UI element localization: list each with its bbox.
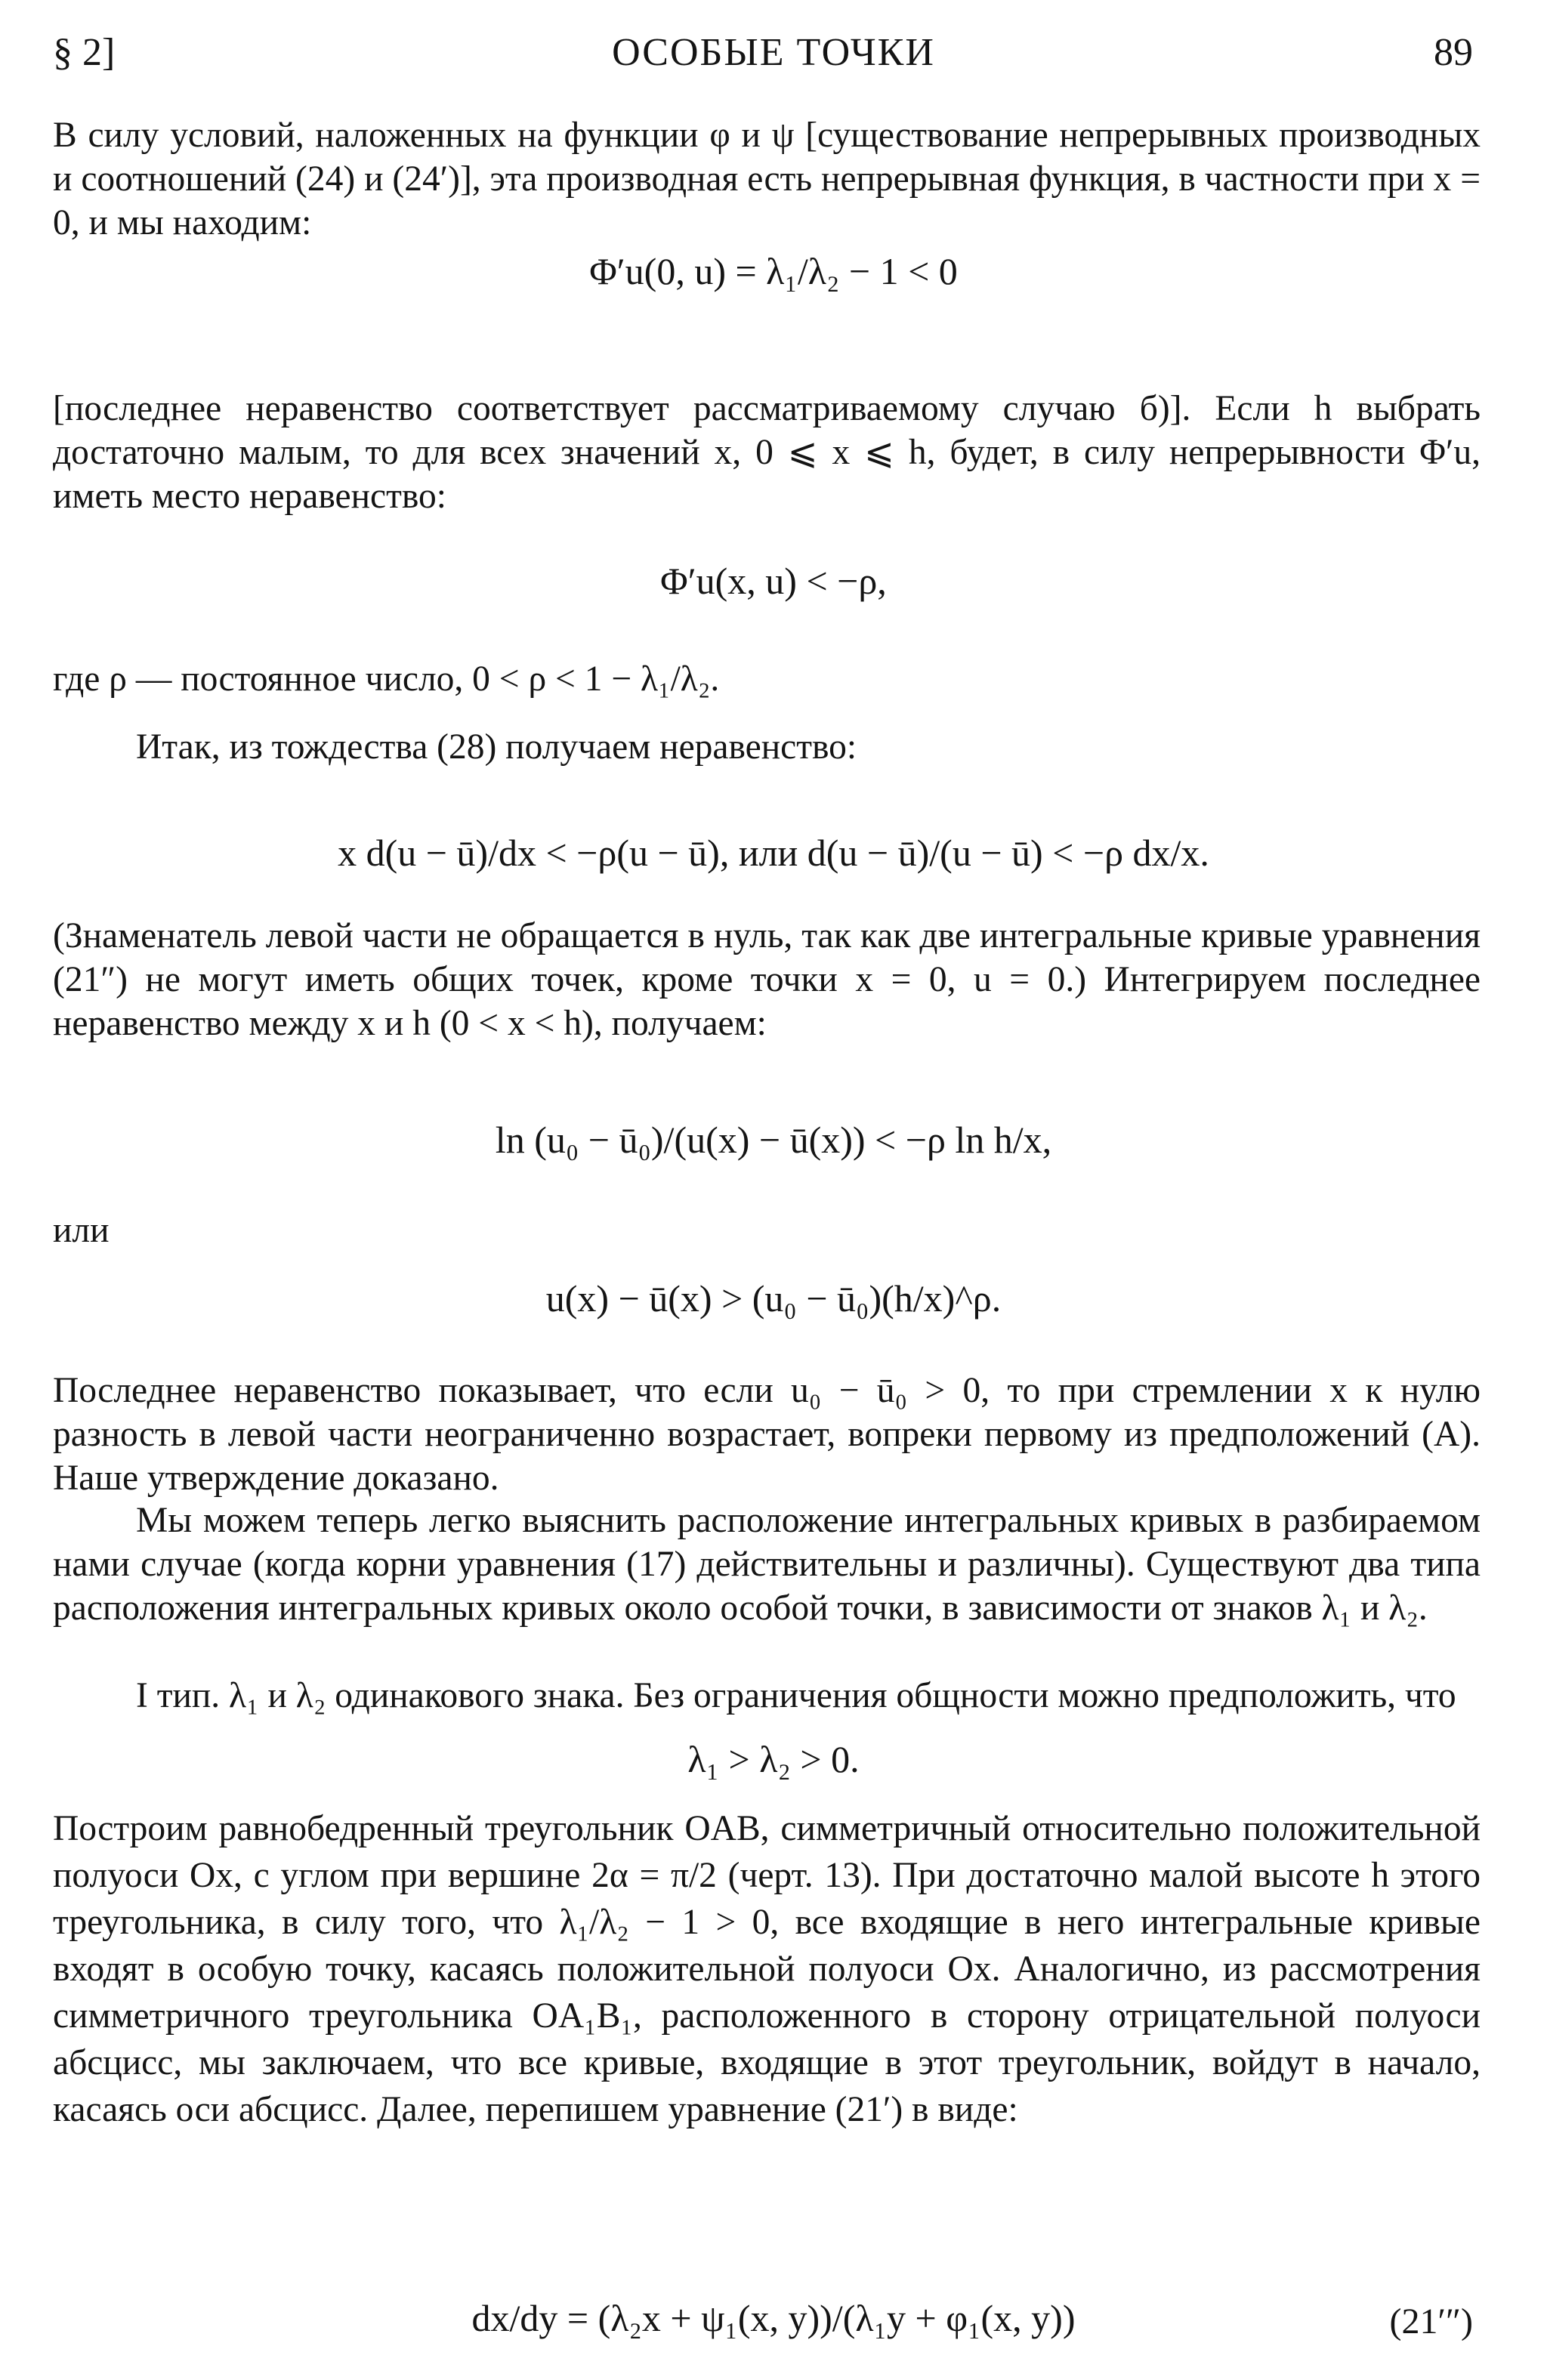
paragraph: (Знаменатель левой части не обращается в нуль, так как две интегральные кривые уравнения (21″) не могут иметь общих точек, кроме точки x = 0, u = 0.) Интегрируем последнее неравенство между x и h (0 < x < h), получаем:: [53, 916, 1481, 1043]
paragraph: I тип. λ₁ и λ₂ одинакового знака. Без ограничения общности можно предположить, что: [136, 1676, 1456, 1715]
paragraph: Итак, из тождества (28) получаем неравенство:: [136, 727, 857, 767]
equation: [0, 1118, 1547, 1162]
paragraph: В силу условий, наложенных на функции φ и ψ [существование непрерывных производных и соотношений (24) и (24′)], эта производная есть непрерывная функция, в частности при x = 0, и мы находим:: [53, 116, 1481, 242]
equation: [0, 1737, 1547, 1781]
running-title: ОСОБЫЕ ТОЧКИ: [612, 31, 935, 74]
equation: [0, 831, 1547, 875]
equation-text: x d(u − ū)/dx < −ρ(u − ū), или d(u − ū)/(u − ū) < −ρ dx/x.: [338, 832, 1209, 874]
equation: [0, 559, 1547, 603]
equation-text: λ₁ > λ₂ > 0.: [687, 1738, 860, 1780]
equation-number: (21′″): [1389, 2301, 1473, 2341]
equation-text: Φ′u(x, u) < −ρ,: [660, 560, 887, 602]
paragraph: Последнее неравенство показывает, что если u₀ − ū₀ > 0, то при стремлении x к нулю разность в левой части неограниченно возрастает, вопреки первому из предположений (А). Наше утверждение доказано.: [53, 1371, 1481, 1498]
equation-text: u(x) − ū(x) > (u₀ − ū₀)(h/x)^ρ.: [545, 1277, 1002, 1320]
section-number: § 2]: [53, 31, 116, 74]
equation: [0, 249, 1547, 293]
paragraph: Построим равнобедренный треугольник OAB, симметричный относительно положительной полуоси Ox, с углом при вершине 2α = π/2 (черт. 13). При достаточно малой высоте h этого треугольника, в силу того, что λ₁/λ₂ − 1 > 0, все входящие в него интегральные кривые входят в особую точку, касаясь положительной полуоси Ox. Аналогично, из рассмотрения симметричного треугольника OA₁B₁, расположенного в сторону отрицательной полуоси абсцисс, мы заключаем, что все кривые, входящие в этот треугольник, войдут в начало, касаясь оси абсцисс. Далее, перепишем уравнение (21′) в виде:: [53, 1809, 1481, 2129]
page-number: 89: [1434, 31, 1473, 74]
equation-text: ln (u₀ − ū₀)/(u(x) − ū(x)) < −ρ ln h/x,: [495, 1119, 1052, 1161]
equation-text: dx/dy = (λ₂x + ψ₁(x, y))/(λ₁y + φ₁(x, y)): [471, 2297, 1076, 2339]
equation-text: Φ′u(0, u) = λ₁/λ₂ − 1 < 0: [589, 250, 958, 292]
paragraph: где ρ — постоянное число, 0 < ρ < 1 − λ₁/λ₂.: [53, 659, 720, 699]
paragraph: [последнее неравенство соответствует рассматриваемому случаю б)]. Если h выбрать достаточно малым, то для всех значений x, 0 ⩽ x ⩽ h, будет, в силу непрерывности Φ′u, иметь место неравенство:: [53, 389, 1481, 516]
paragraph: Мы можем теперь легко выяснить расположение интегральных кривых в разбираемом нами случае (когда корни уравнения (17) действительны и различны). Существуют два типа расположения интегральных кривых около особой точки, в зависимости от знаков λ₁ и λ₂.: [53, 1501, 1481, 1628]
equation: [0, 1276, 1547, 1320]
equation: [0, 2296, 1547, 2340]
paragraph: или: [53, 1211, 110, 1250]
